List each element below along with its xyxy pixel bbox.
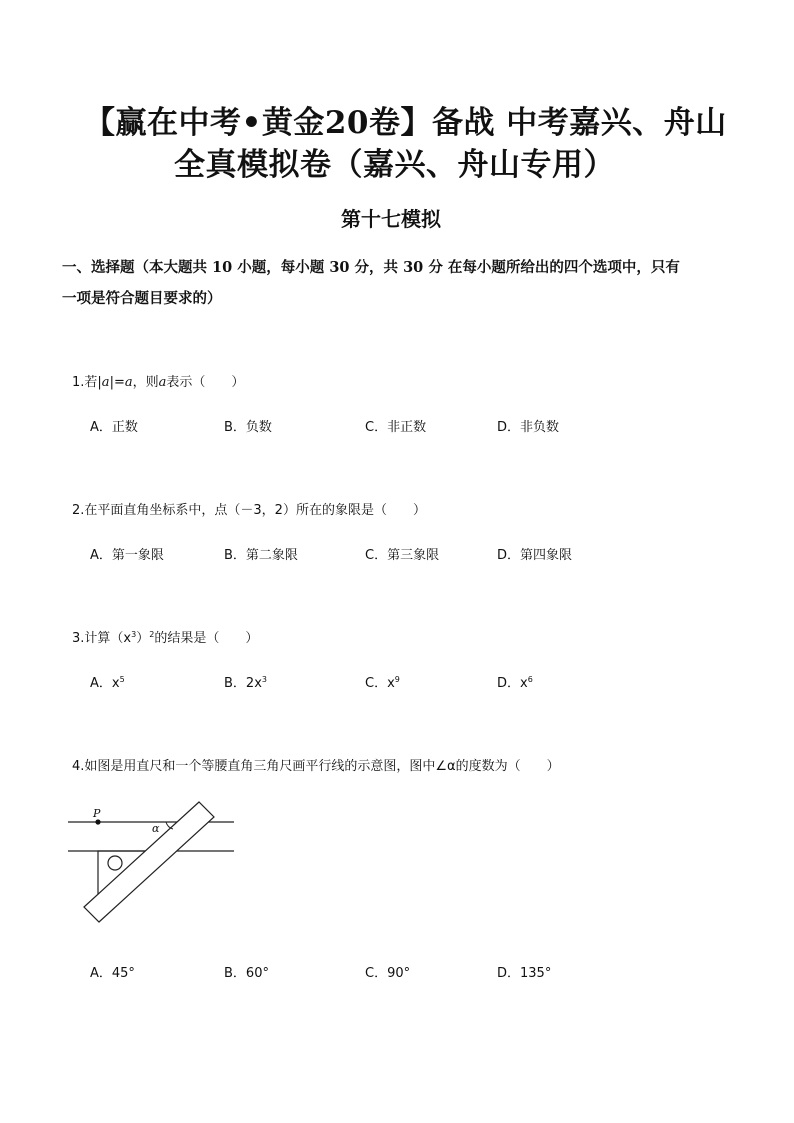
q3-option-a-label: A．x (90, 676, 120, 691)
section-heading-line2: 一项是符合题目要求的） (62, 290, 222, 307)
q3-option-c-label: C．x (365, 676, 395, 691)
q3-option-a[interactable] (90, 672, 125, 691)
q3-stem-mid: ） (136, 631, 150, 646)
q1-var-a: a (101, 375, 110, 390)
q3-option-d[interactable] (497, 672, 533, 691)
q1-var-a2: a (124, 375, 133, 390)
q4-point-p (95, 819, 100, 824)
question-4-stem: 4.如图是用直尺和一个等腰直角三角尺画平行线的示意图，图中∠α的度数为（ ） (72, 759, 560, 774)
q3-option-c-exp: 9 (394, 675, 400, 684)
q1-option-d[interactable]: D．非负数 (497, 420, 560, 435)
q4-option-a[interactable]: A．45° (90, 966, 135, 981)
q3-exp1: 3 (131, 630, 137, 639)
q3-option-b-exp: 3 (261, 675, 267, 684)
page-title-line2: 全真模拟卷（嘉兴、舟山专用） (174, 147, 615, 183)
q3-option-d-exp: 6 (527, 675, 533, 684)
question-3-stem (72, 627, 258, 646)
q3-exp2: 2 (149, 630, 155, 639)
q4-option-b[interactable]: B．60° (224, 966, 269, 981)
q3-option-d-label: D．x (497, 676, 528, 691)
q4-option-c[interactable]: C．90° (365, 966, 411, 981)
section-heading-line1: 一、选择题（本大题共 10 小题，每小题 30 分，共 30 分 在每小题所给出的四个选项中，只有 (62, 259, 680, 276)
q4-label-alpha: α (152, 822, 160, 835)
q3-stem-pre: 3.计算（x (72, 631, 132, 646)
q3-option-b-label: B．2x (224, 676, 262, 691)
q4-option-d[interactable]: D．135° (497, 966, 552, 981)
q2-option-b[interactable]: B．第二象限 (224, 548, 298, 563)
question-2-stem: 2.在平面直角坐标系中，点（－3，2）所在的象限是（ ） (72, 503, 426, 518)
q1-option-c[interactable]: C．非正数 (365, 420, 427, 435)
q1-stem-mid: |= (109, 375, 125, 390)
q3-option-b[interactable] (224, 672, 267, 691)
q4-label-p: P (93, 807, 101, 820)
q4-figure (64, 800, 244, 930)
q3-stem-post: 的结果是（ ） (154, 631, 259, 646)
q2-option-c[interactable]: C．第三象限 (365, 548, 440, 563)
q1-var-a3: a (158, 375, 167, 390)
q1-stem-pre: 1.若| (72, 375, 102, 390)
q1-option-b[interactable]: B．负数 (224, 420, 272, 435)
q1-option-a[interactable]: A．正数 (90, 420, 138, 435)
page-subtitle: 第十七模拟 (341, 207, 441, 231)
q2-option-d[interactable]: D．第四象限 (497, 548, 573, 563)
q4-ruler (84, 802, 214, 922)
q1-stem-mid2: ，则 (132, 375, 159, 390)
q3-option-a-exp: 5 (119, 675, 125, 684)
q1-stem-post: 表示（ ） (166, 375, 245, 390)
q2-option-a[interactable]: A．第一象限 (90, 548, 164, 563)
page-title-line1: 【赢在中考•黄金20卷】备战 中考嘉兴、舟山 (84, 105, 727, 141)
q3-option-c[interactable] (365, 672, 400, 691)
question-1-stem (72, 371, 244, 390)
q4-set-square-hole (108, 856, 122, 870)
